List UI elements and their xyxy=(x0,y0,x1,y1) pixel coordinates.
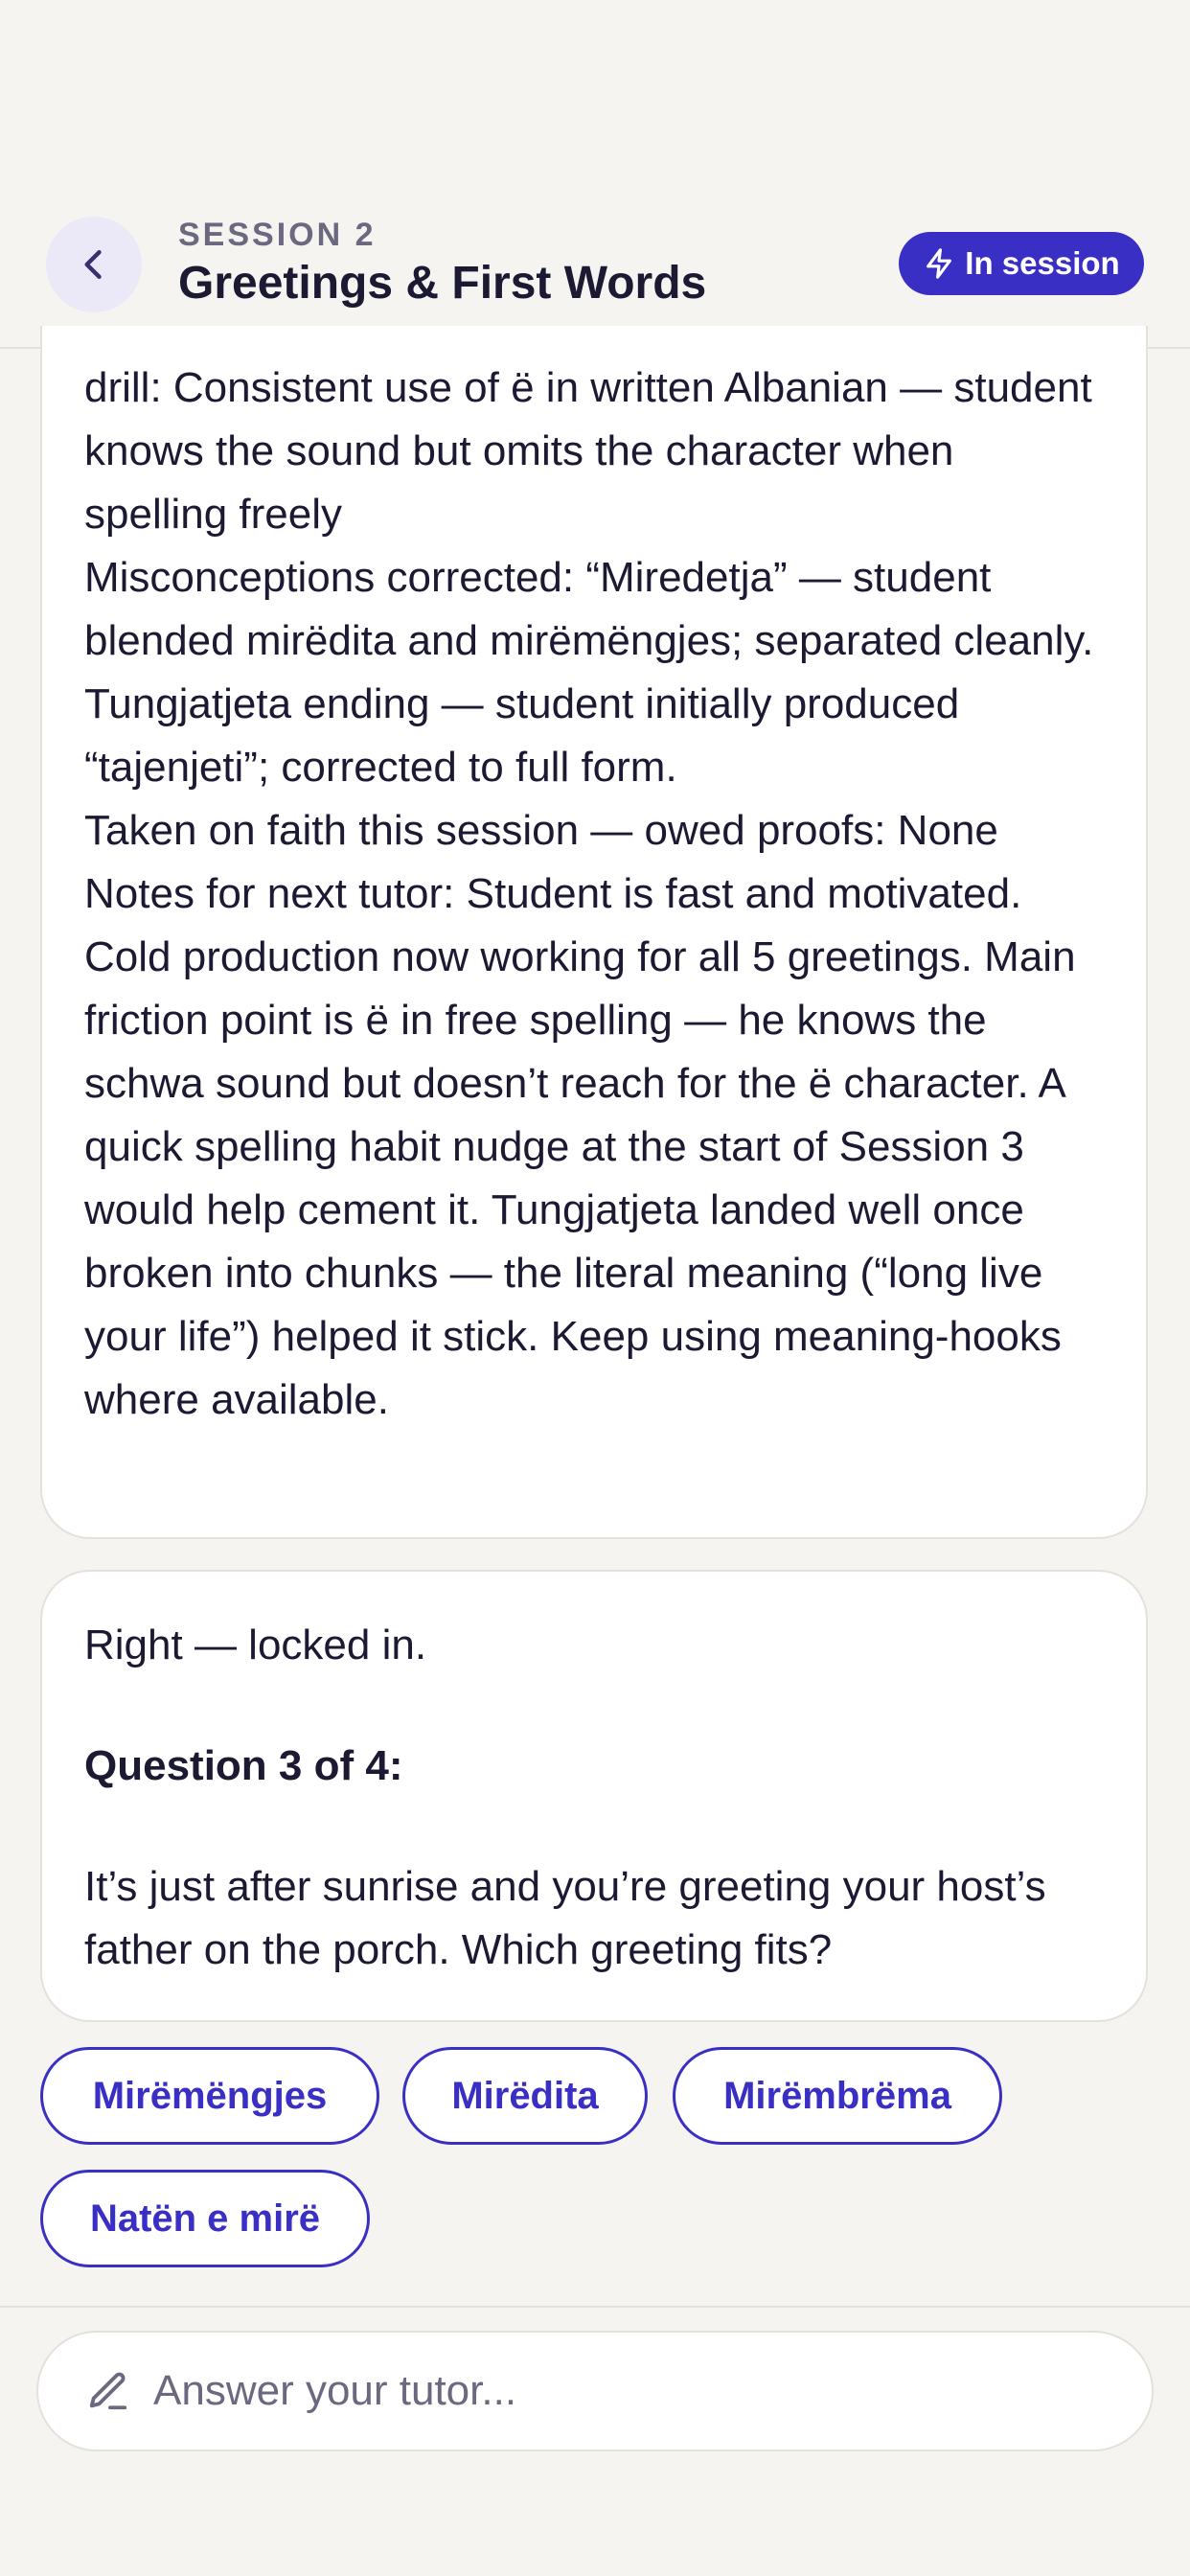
status-label: In session xyxy=(965,245,1120,281)
answer-option-naten-e-mire[interactable]: Natën e mirë xyxy=(40,2170,370,2267)
status-badge xyxy=(899,232,1144,295)
question-prompt: It’s just after sunrise and you’re greeting your host’s father on the porch. Which greeting fits? xyxy=(84,1863,1046,1973)
back-button[interactable] xyxy=(46,217,142,312)
pencil-icon xyxy=(86,2369,130,2413)
composer-bar xyxy=(0,2306,1190,2576)
summary-notes-text: Notes for next tutor: Student is fast and motivated. Cold production now working for all 5 greetings. Main friction point is ë in free spelling — he knows the schwa sound but doesn’t reach for the ë character. A quick spelling habit nudge at the start of Session 3 would help cement it. Tungjatjeta landed well once broken into chunks — the literal meaning (“long live your life”) helped it stick. Keep using meaning-hooks where available. xyxy=(84,870,1076,1423)
question-intro: Right — locked in. xyxy=(84,1622,427,1668)
lightning-bolt-icon xyxy=(923,247,955,280)
answer-input-container[interactable] xyxy=(36,2331,1154,2451)
summary-owed-proofs-text: Taken on faith this session — owed proofs: None xyxy=(84,807,998,854)
answer-option-miredita[interactable]: Mirëdita xyxy=(402,2047,648,2145)
session-header xyxy=(0,0,1190,349)
answer-option-mirembrema[interactable]: Mirëmbrëma xyxy=(673,2047,1002,2145)
page-title: Greetings & First Words xyxy=(178,258,707,309)
answer-option-mirememengjes[interactable]: Mirëmëngjes xyxy=(40,2047,379,2145)
summary-drill-text: drill: Consistent use of ë in written Albanian — student knows the sound but omits the character when spelling freely xyxy=(84,364,1092,538)
chevron-left-icon xyxy=(73,243,115,286)
tutor-question-message xyxy=(40,1570,1148,2022)
session-label: SESSION 2 xyxy=(178,217,377,253)
tutor-summary-message xyxy=(40,326,1148,1539)
answer-input[interactable] xyxy=(151,2366,1094,2416)
question-heading: Question 3 of 4: xyxy=(84,1742,403,1789)
summary-misconceptions-text: Misconceptions corrected: “Miredetja” — student blended mirëdita and mirëmëngjes; separated cleanly. Tungjatjeta ending — student initially produced “tajenjeti”; corrected to full form. xyxy=(84,554,1094,791)
